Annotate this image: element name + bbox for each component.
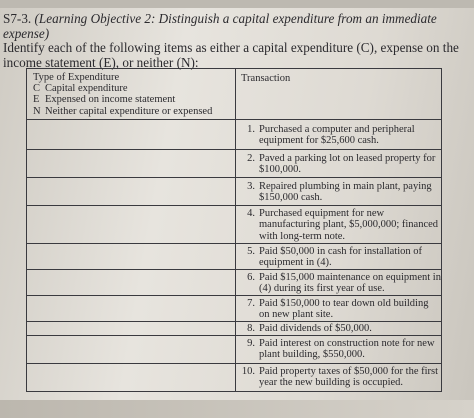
transaction-row: 9. Paid interest on construction note for new plant building, $550,000. [247, 338, 435, 361]
row-divider [27, 205, 441, 206]
header-divider [27, 119, 441, 120]
exercise-heading [3, 12, 473, 70]
row-divider [27, 177, 441, 178]
legend-row: C Capital expenditure [33, 83, 128, 95]
exercise-number: S7-3. [3, 11, 32, 26]
transaction-row: 5. Paid $50,000 in cash for installation of equipment in (4). [247, 246, 423, 269]
row-divider [27, 295, 441, 296]
left-column-header: Type of Expenditure [33, 72, 120, 83]
row-divider [27, 363, 441, 364]
transaction-row: 6. Paid $15,000 maintenance on equipment in (4) during its first year of use. [247, 272, 441, 295]
previous-page-edge [0, 0, 474, 8]
legend-row: N Neither capital expenditure or expensed [33, 105, 213, 117]
column-divider [235, 69, 236, 391]
transaction-row: 1. Purchased a computer and peripheral equipment for $25,600 cash. [247, 124, 415, 147]
row-divider [27, 149, 441, 150]
type-of-expenditure-legend [33, 72, 233, 117]
transaction-row: 7. Paid $150,000 to tear down old building on new plant site. [247, 298, 429, 321]
expenditure-table [26, 68, 442, 392]
exercise-instructions: Identify each of the following items as either a capital expenditure (C), expense on the income statement (E), or neither (N): [3, 40, 459, 70]
right-column-header: Transaction [241, 73, 291, 84]
row-divider [27, 243, 441, 244]
transaction-row: 3. Repaired plumbing in main plant, paying $150,000 cash. [247, 181, 432, 204]
legend-row: E Expensed on income statement [33, 94, 176, 106]
page-bottom-edge [0, 400, 474, 418]
row-divider [27, 269, 441, 270]
exercise-title: (Learning Objective 2: Distinguish a capital expenditure from an immediate expense) [3, 11, 437, 41]
row-divider [27, 321, 441, 322]
transaction-row: 10. Paid property taxes of $50,000 for the first year the new building is occupied. [241, 366, 439, 389]
transaction-row: 2. Paved a parking lot on leased property for $100,000. [247, 153, 436, 176]
transaction-row: 4. Purchased equipment for new manufacturing plant, $5,000,000; financed with long-term note. [247, 208, 439, 242]
row-divider [27, 335, 441, 336]
transaction-row: 8. Paid dividends of $50,000. [247, 323, 372, 334]
